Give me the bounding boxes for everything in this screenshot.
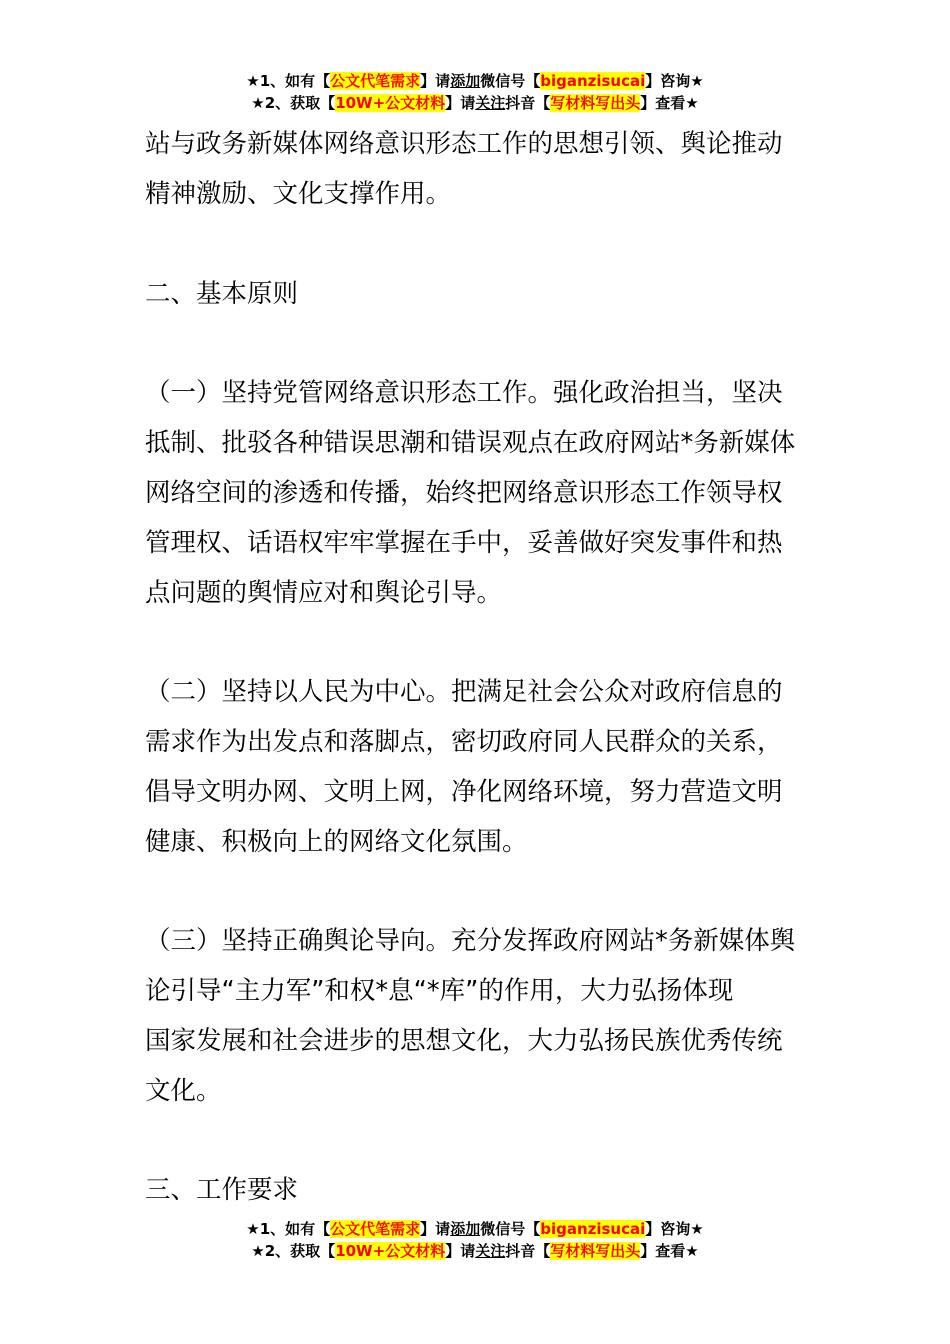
body-line: 国家发展和社会进步的思想文化，大力弘扬民族优秀传统 xyxy=(145,1026,783,1056)
body-line: 健康、积极向上的网络文化氛围。 xyxy=(145,827,528,857)
body-line: 管理权、话语权牢牢掌握在手中，妥善做好突发事件和热 xyxy=(145,528,783,558)
body-line: （二）坚持以人民为中心。把满足社会公众对政府信息的 xyxy=(145,677,783,707)
body-line: （一）坚持党管网络意识形态工作。强化政治担当，坚决 xyxy=(145,378,783,408)
body-line: 论引导“主力军”和权*息“*库”的作用，大力弘扬体现 xyxy=(145,976,734,1006)
section-heading: 二、基本原则 xyxy=(145,279,299,309)
body-line: 文化。 xyxy=(145,1076,222,1106)
body-line: 精神激励、文化支撑作用。 xyxy=(145,179,452,209)
highlight-wechat-id: biganzisucai xyxy=(540,1220,646,1238)
highlight-wechat-id: biganzisucai xyxy=(540,72,646,90)
promo-line-2: ★2、获取【10W+公文材料】请关注抖音【写材料写出头】查看★ xyxy=(251,94,699,112)
promo-line-1: ★1、如有【公文代笔需求】请添加微信号【biganzisucai】咨询★ xyxy=(246,1220,704,1238)
highlight-service: 公文代笔需求 xyxy=(330,1220,421,1238)
highlight-douyin-account: 写材料写出头 xyxy=(550,1242,641,1260)
promo-line-1: ★1、如有【公文代笔需求】请添加微信号【biganzisucai】咨询★ xyxy=(246,72,704,90)
body-line: （三）坚持正确舆论导向。充分发挥政府网站*务新媒体舆 xyxy=(145,926,796,956)
highlight-materials: 10W+公文材料 xyxy=(335,94,446,112)
body-line: 站与政务新媒体网络意识形态工作的思想引领、舆论推动 xyxy=(145,129,783,159)
highlight-materials: 10W+公文材料 xyxy=(335,1242,446,1260)
promo-banner-top xyxy=(0,70,950,114)
promo-banner-bottom xyxy=(0,1218,950,1262)
body-line: 倡导文明办网、文明上网，净化网络环境，努力营造文明 xyxy=(145,777,783,807)
body-line: 网络空间的渗透和传播，始终把网络意识形态工作领导权 xyxy=(145,478,783,508)
body-line: 点问题的舆情应对和舆论引导。 xyxy=(145,578,503,608)
promo-line-2: ★2、获取【10W+公文材料】请关注抖音【写材料写出头】查看★ xyxy=(251,1242,699,1260)
body-line: 抵制、批驳各种错误思潮和错误观点在政府网站*务新媒体 xyxy=(145,428,796,458)
highlight-douyin-account: 写材料写出头 xyxy=(550,94,641,112)
highlight-service: 公文代笔需求 xyxy=(330,72,421,90)
body-line: 需求作为出发点和落脚点，密切政府同人民群众的关系， xyxy=(145,727,783,757)
section-heading: 三、工作要求 xyxy=(145,1175,299,1205)
